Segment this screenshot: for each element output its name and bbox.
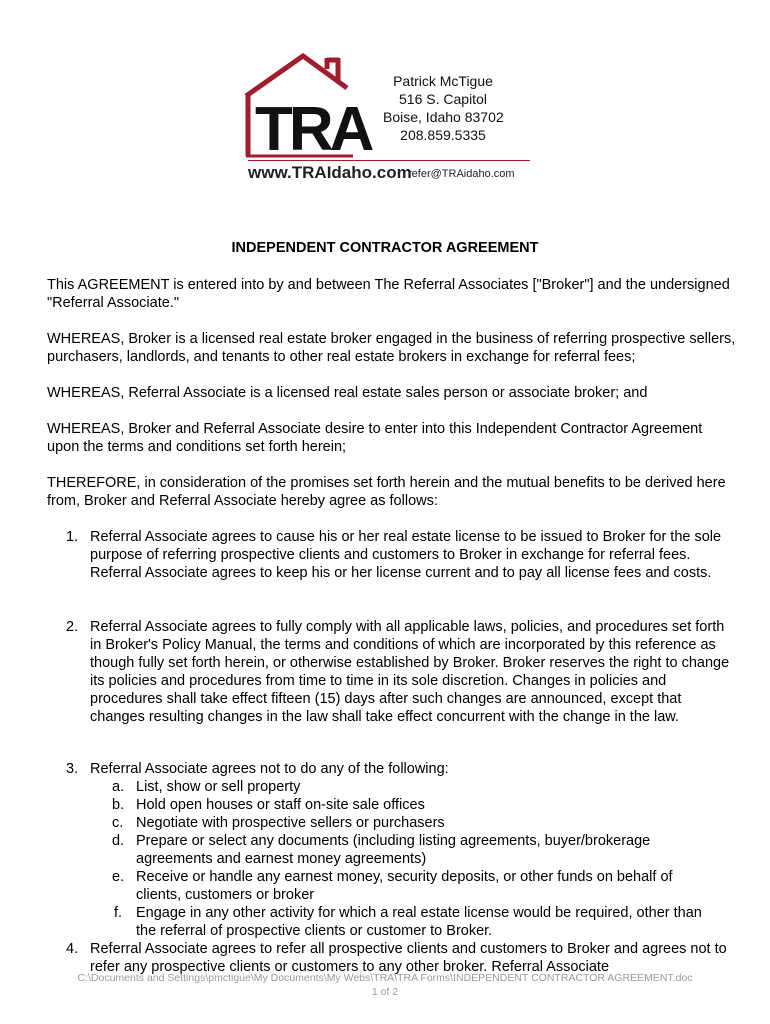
- sub-list-item: [112, 868, 712, 904]
- list-item-number: 2.: [66, 619, 79, 635]
- contact-address: 516 S. Capitol: [399, 91, 487, 107]
- logo-text: TRA: [255, 95, 371, 162]
- list-item-text: Referral Associate agrees to fully comply with all applicable laws, policies, and procedures set forth in Broker's Policy Manual, the terms and conditions of which are incorporated by this reference as though fully set forth herein, or otherwise established by Broker. Broker reserves the right to change its policies and procedures from time to time in its sole discretion. Changes in policies and procedures shall take effect fifteen (15) days after such changes are announced, except that changes resulting changes in the law shall take effect concurrent with the change in the law.: [90, 619, 730, 725]
- tra-logo: [243, 52, 393, 162]
- contact-name: Patrick McTigue: [393, 73, 493, 89]
- sub-list-letter: d.: [112, 833, 125, 849]
- sub-list-item: [112, 832, 712, 868]
- sub-list-text: Engage in any other activity for which a real estate license would be required, other than the referral of prospective clients or customer to Broker.: [136, 905, 702, 939]
- list-item-number: 3.: [66, 761, 79, 777]
- contact-block: [383, 72, 503, 144]
- list-item-text: Referral Associate agrees not to do any of the following:: [90, 761, 449, 777]
- sub-list-text: Negotiate with prospective sellers or purchasers: [136, 815, 445, 831]
- sub-list-letter: a.: [112, 779, 125, 795]
- list-item-text: Referral Associate agrees to refer all prospective clients and customers to Broker and agrees not to refer any prospective clients or customers to any other broker. Referral Associate: [90, 941, 727, 975]
- sub-list-letter: c.: [112, 815, 124, 831]
- website-link[interactable]: www.TRAIdaho.com: [248, 163, 412, 182]
- sub-list-text: Hold open houses or staff on-site sale offices: [136, 797, 425, 813]
- sub-list-letter: b.: [112, 797, 125, 813]
- footer-page-number: 1 of 2: [371, 986, 399, 998]
- list-item-number: 4.: [66, 941, 79, 957]
- letterhead: [243, 52, 533, 188]
- intro-paragraph: This AGREEMENT is entered into by and between The Referral Associates ["Broker"] and the undersigned "Referral Associate.": [47, 277, 730, 311]
- list-item: [47, 760, 737, 778]
- list-item-text: Referral Associate agrees to cause his or her real estate license to be issued to Broker for the sole purpose of referring prospective clients and customers to Broker in exchange for referral fees. Referral Associate agrees to keep his or her license current and to pay all license fees and costs.: [90, 529, 722, 581]
- footer-file-path: C:\Documents and Settings\pmctigue\My Documents\My Webs\TRA\TRA Forms\INDEPENDENT CONTRACTOR AGREEMENT.doc: [77, 972, 693, 984]
- sub-list-letter: f.: [113, 905, 122, 921]
- sub-list-text: Prepare or select any documents (including listing agreements, buyer/brokerage agreements and earnest money agreements): [136, 833, 651, 867]
- sub-list-text: Receive or handle any earnest money, security deposits, or other funds on behalf of clients, customers or broker: [136, 869, 673, 903]
- letterhead-divider: [248, 160, 530, 161]
- sub-list-item: [112, 814, 712, 832]
- email-link[interactable]: refer@TRAidaho.com: [408, 168, 515, 180]
- list-item: [47, 618, 737, 726]
- whereas-paragraph-3: WHEREAS, Broker and Referral Associate desire to enter into this Independent Contractor Agreement upon the terms and conditions set forth herein;: [47, 421, 703, 455]
- list-item: [47, 940, 737, 976]
- sub-list-item: [112, 904, 712, 940]
- list-item-number: 1.: [66, 529, 79, 545]
- document-title: INDEPENDENT CONTRACTOR AGREEMENT: [231, 240, 539, 256]
- therefore-paragraph: THEREFORE, in consideration of the promises set forth herein and the mutual benefits to be derived here from, Broker and Referral Associate hereby agree as follows:: [47, 475, 726, 509]
- list-item: [47, 528, 737, 582]
- whereas-paragraph-2: WHEREAS, Referral Associate is a licensed real estate sales person or associate broker; and: [47, 385, 648, 401]
- sub-list-item: [112, 796, 712, 814]
- whereas-paragraph-1: WHEREAS, Broker is a licensed real estate broker engaged in the business of referring prospective sellers, purchasers, landlords, and tenants to other real estate brokers in exchange for referral fees;: [47, 331, 736, 365]
- sub-list-text: List, show or sell property: [136, 779, 301, 795]
- contact-phone: 208.859.5335: [400, 127, 486, 143]
- sub-list-letter: e.: [112, 869, 125, 885]
- contact-city: Boise, Idaho 83702: [383, 109, 504, 125]
- sub-list-item: [112, 778, 712, 796]
